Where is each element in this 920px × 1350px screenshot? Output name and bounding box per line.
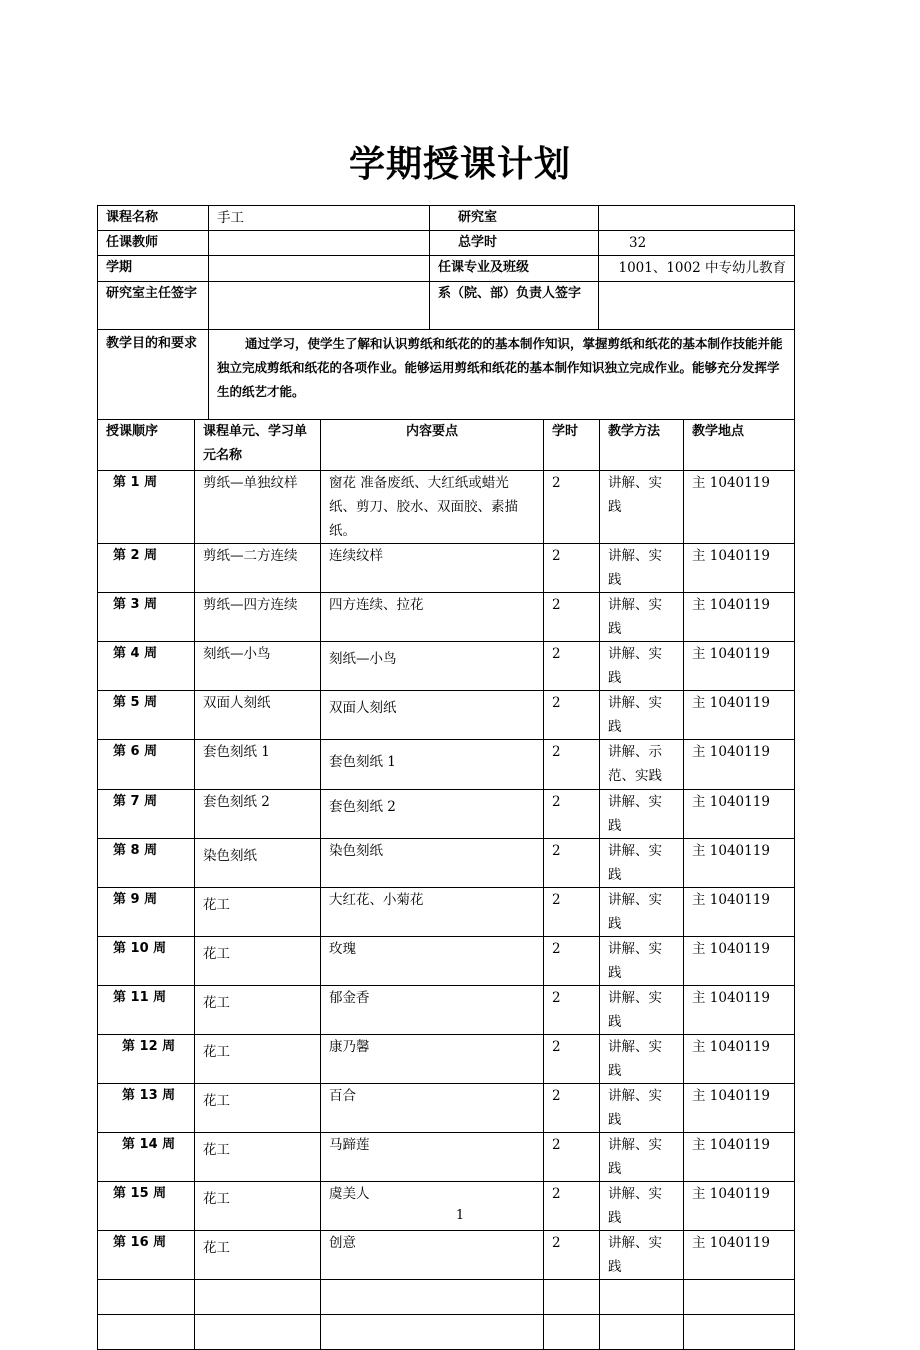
- week-cell: 第 7 周: [98, 790, 195, 839]
- unit-cell: 套色刻纸 1: [195, 740, 321, 790]
- week-cell: 第 11 周: [98, 986, 195, 1035]
- unit-cell: 双面人刻纸: [195, 691, 321, 740]
- hours-cell: 2: [544, 471, 600, 544]
- content-cell: 双面人刻纸: [321, 691, 544, 740]
- schedule-header-row: [98, 420, 795, 471]
- place-cell: 主 1040119: [684, 937, 795, 986]
- unit-cell: 花工: [195, 1035, 321, 1084]
- header-method: 教学方法: [600, 420, 684, 471]
- content-cell: 马蹄莲: [321, 1133, 544, 1182]
- director-sign-value: [209, 282, 430, 330]
- place-cell: 主 1040119: [684, 790, 795, 839]
- method-cell: 讲解、实践: [600, 790, 684, 839]
- table-row: [98, 740, 795, 790]
- content-cell: 窗花 准备废纸、大红纸或蜡光纸、剪刀、胶水、双面胶、素描纸。: [321, 471, 544, 544]
- hours-cell: 2: [544, 1231, 600, 1280]
- total-hours-value: 32: [599, 231, 795, 256]
- method-cell: 讲解、实践: [600, 1182, 684, 1231]
- content-cell: 百合: [321, 1084, 544, 1133]
- table-row: [98, 839, 795, 888]
- week-cell: 第 9 周: [98, 888, 195, 937]
- hours-cell: 2: [544, 986, 600, 1035]
- place-cell: 主 1040119: [684, 986, 795, 1035]
- content-cell: 染色刻纸: [321, 839, 544, 888]
- week-cell: 第 10 周: [98, 937, 195, 986]
- week-cell: 第 8 周: [98, 839, 195, 888]
- course-info-table: [97, 205, 795, 420]
- method-cell: 讲解、实践: [600, 839, 684, 888]
- place-cell: 主 1040119: [684, 839, 795, 888]
- week-cell: 第 15 周: [98, 1182, 195, 1231]
- method-cell: 讲解、示范、实践: [600, 740, 684, 790]
- hours-cell: 2: [544, 790, 600, 839]
- week-cell: 第 2 周: [98, 544, 195, 593]
- place-cell: 主 1040119: [684, 642, 795, 691]
- hours-cell: 2: [544, 642, 600, 691]
- place-cell: 主 1040119: [684, 740, 795, 790]
- method-cell: 讲解、实践: [600, 593, 684, 642]
- method-cell: 讲解、实践: [600, 937, 684, 986]
- method-cell: 讲解、实践: [600, 986, 684, 1035]
- place-cell: 主 1040119: [684, 1231, 795, 1280]
- place-cell: 主 1040119: [684, 544, 795, 593]
- place-cell: 主 1040119: [684, 1133, 795, 1182]
- research-office-label: 研究室: [430, 206, 599, 231]
- method-cell: 讲解、实践: [600, 1035, 684, 1084]
- place-cell: 主 1040119: [684, 1035, 795, 1084]
- unit-cell: 剪纸—二方连续: [195, 544, 321, 593]
- hours-cell: 2: [544, 888, 600, 937]
- content-cell: 刻纸—小鸟: [321, 642, 544, 691]
- table-row: [98, 642, 795, 691]
- place-cell: 主 1040119: [684, 691, 795, 740]
- research-office-value: [599, 206, 795, 231]
- method-cell: 讲解、实践: [600, 888, 684, 937]
- week-cell: 第 12 周: [98, 1035, 195, 1084]
- table-row: [98, 471, 795, 544]
- table-row: [98, 544, 795, 593]
- purpose-label: 教学目的和要求: [98, 330, 209, 420]
- table-row: [98, 986, 795, 1035]
- week-cell: 第 5 周: [98, 691, 195, 740]
- table-row: [98, 937, 795, 986]
- page-title: 学期授课计划: [348, 144, 571, 185]
- header-place: 教学地点: [684, 420, 795, 471]
- content-cell: 玫瑰: [321, 937, 544, 986]
- week-cell: 第 3 周: [98, 593, 195, 642]
- method-cell: 讲解、实践: [600, 1231, 684, 1280]
- unit-cell: 套色刻纸 2: [195, 790, 321, 839]
- unit-cell: 花工: [195, 937, 321, 986]
- empty-row: [98, 1315, 795, 1350]
- unit-cell: 花工: [195, 888, 321, 937]
- header-content: 内容要点: [321, 420, 544, 471]
- content-cell: 郁金香: [321, 986, 544, 1035]
- content-cell: 大红花、小菊花: [321, 888, 544, 937]
- dept-sign-label: 系（院、部）负责人签字: [430, 282, 599, 330]
- header-unit: 课程单元、学习单元名称: [195, 420, 321, 471]
- header-hours: 学时: [544, 420, 600, 471]
- course-name-label: 课程名称: [98, 206, 209, 231]
- header-week: 授课顺序: [98, 420, 195, 471]
- content-cell: 套色刻纸 2: [321, 790, 544, 839]
- hours-cell: 2: [544, 937, 600, 986]
- unit-cell: 花工: [195, 1182, 321, 1231]
- major-class-value: 1001、1002 中专幼儿教育: [599, 256, 795, 282]
- week-cell: 第 14 周: [98, 1133, 195, 1182]
- course-name-value: 手工: [209, 206, 430, 231]
- term-label: 学期: [98, 256, 209, 282]
- unit-cell: 花工: [195, 986, 321, 1035]
- term-value: [209, 256, 430, 282]
- method-cell: 讲解、实践: [600, 642, 684, 691]
- table-row: [98, 1231, 795, 1280]
- teacher-label: 任课教师: [98, 231, 209, 256]
- empty-row: [98, 1280, 795, 1315]
- teacher-value: [209, 231, 430, 256]
- unit-cell: 花工: [195, 1084, 321, 1133]
- hours-cell: 2: [544, 1133, 600, 1182]
- method-cell: 讲解、实践: [600, 1133, 684, 1182]
- method-cell: 讲解、实践: [600, 471, 684, 544]
- content-cell: 虞美人: [321, 1182, 544, 1231]
- unit-cell: 剪纸—四方连续: [195, 593, 321, 642]
- hours-cell: 2: [544, 1035, 600, 1084]
- week-cell: 第 13 周: [98, 1084, 195, 1133]
- place-cell: 主 1040119: [684, 471, 795, 544]
- method-cell: 讲解、实践: [600, 1084, 684, 1133]
- method-cell: 讲解、实践: [600, 691, 684, 740]
- hours-cell: 2: [544, 544, 600, 593]
- hours-cell: 2: [544, 1182, 600, 1231]
- page-number: 1: [455, 1208, 465, 1223]
- hours-cell: 2: [544, 740, 600, 790]
- content-cell: 套色刻纸 1: [321, 740, 544, 790]
- table-row: [98, 1182, 795, 1231]
- dept-sign-value: [599, 282, 795, 330]
- hours-cell: 2: [544, 691, 600, 740]
- week-cell: 第 1 周: [98, 471, 195, 544]
- unit-cell: 花工: [195, 1133, 321, 1182]
- week-cell: 第 16 周: [98, 1231, 195, 1280]
- director-sign-label: 研究室主任签字: [98, 282, 209, 330]
- hours-cell: 2: [544, 593, 600, 642]
- table-row: [98, 1133, 795, 1182]
- purpose-text: 通过学习，使学生了解和认识剪纸和纸花的的基本制作知识，掌握剪纸和纸花的基本制作技能并能独立完成剪纸和纸花的各项作业。能够运用剪纸和纸花的基本制作知识独立完成作业。能够充分发挥学生的纸艺才能。: [209, 330, 795, 420]
- hours-cell: 2: [544, 839, 600, 888]
- unit-cell: 花工: [195, 1231, 321, 1280]
- major-class-label: 任课专业及班级: [430, 256, 599, 282]
- method-cell: 讲解、实践: [600, 544, 684, 593]
- content-cell: 四方连续、拉花: [321, 593, 544, 642]
- content-cell: 康乃馨: [321, 1035, 544, 1084]
- place-cell: 主 1040119: [684, 593, 795, 642]
- table-row: [98, 1084, 795, 1133]
- table-row: [98, 888, 795, 937]
- unit-cell: 刻纸—小鸟: [195, 642, 321, 691]
- unit-cell: 剪纸—单独纹样: [195, 471, 321, 544]
- place-cell: 主 1040119: [684, 1084, 795, 1133]
- table-row: [98, 1035, 795, 1084]
- place-cell: 主 1040119: [684, 1182, 795, 1231]
- table-row: [98, 790, 795, 839]
- total-hours-label: 总学时: [430, 231, 599, 256]
- week-cell: 第 6 周: [98, 740, 195, 790]
- unit-cell: 染色刻纸: [195, 839, 321, 888]
- hours-cell: 2: [544, 1084, 600, 1133]
- table-row: [98, 691, 795, 740]
- table-row: [98, 593, 795, 642]
- week-cell: 第 4 周: [98, 642, 195, 691]
- content-cell: 连续纹样: [321, 544, 544, 593]
- content-cell: 创意: [321, 1231, 544, 1280]
- place-cell: 主 1040119: [684, 888, 795, 937]
